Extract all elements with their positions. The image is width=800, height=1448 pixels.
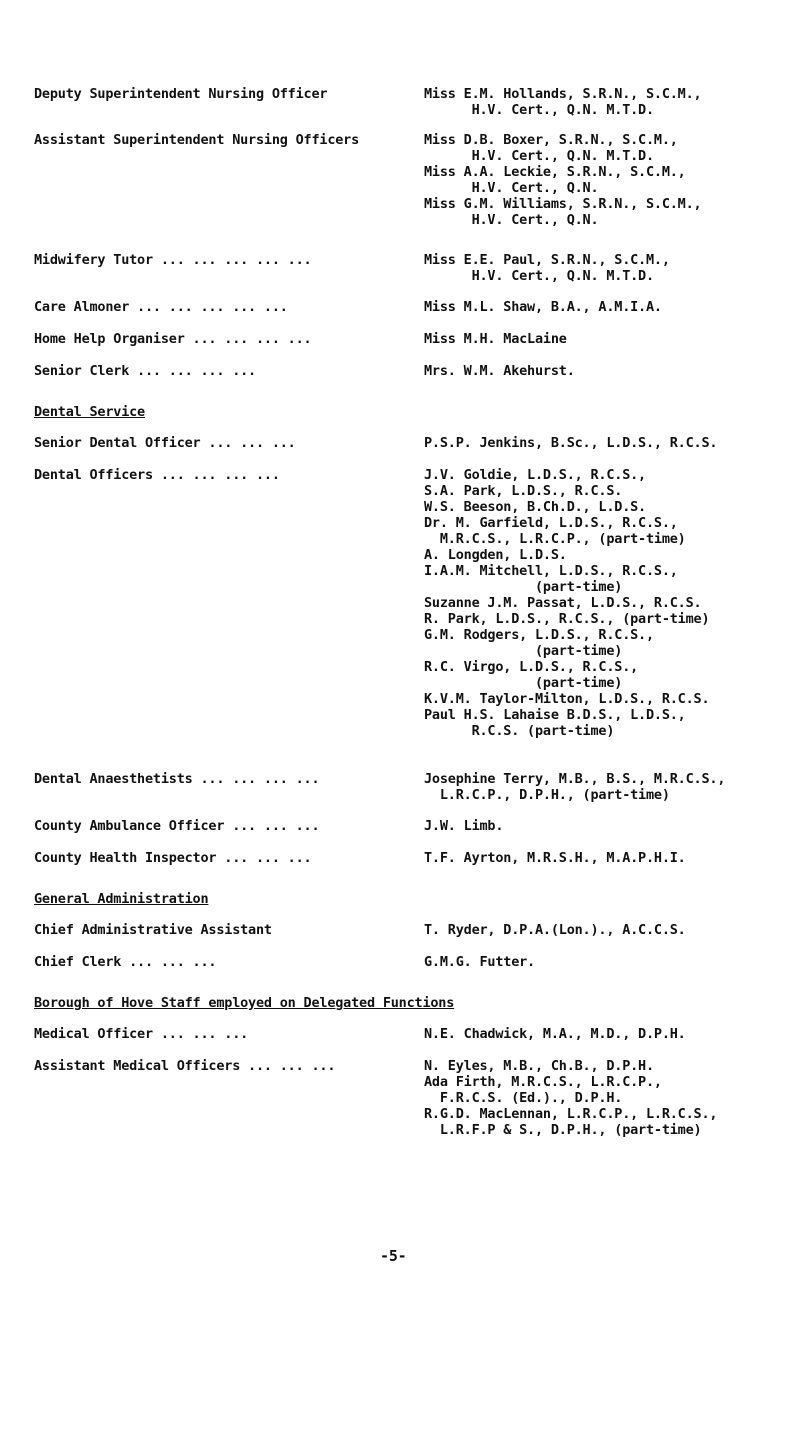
staff-name: P.S.P. Jenkins, B.Sc., L.D.S., R.C.S. <box>424 435 718 451</box>
staff-name: R.G.D. MacLennan, L.R.C.P., L.R.C.S., <box>424 1106 718 1122</box>
staff-name: R. Park, L.D.S., R.C.S., (part-time) <box>424 611 710 627</box>
staff-qualifications: R.C.S. (part-time) <box>424 723 615 739</box>
staff-name: Josephine Terry, M.B., B.S., M.R.C.S., <box>424 771 726 787</box>
staff-qualifications: H.V. Cert., Q.N. M.T.D. <box>424 102 654 118</box>
staff-name: Paul H.S. Lahaise B.D.S., L.D.S., <box>424 707 686 723</box>
staff-name: Miss E.M. Hollands, S.R.N., S.C.M., <box>424 86 702 102</box>
staff-name: N.E. Chadwick, M.A., M.D., D.P.H. <box>424 1026 686 1042</box>
staff-name: G.M.G. Futter. <box>424 954 535 970</box>
staff-qualifications: H.V. Cert., Q.N. <box>424 212 599 228</box>
role-senior-dental-officer: Senior Dental Officer ... ... ... <box>34 435 296 451</box>
section-heading-borough: Borough of Hove Staff employed on Delegated Functions <box>34 995 455 1011</box>
staff-qualifications: L.R.C.P., D.P.H., (part-time) <box>424 787 670 803</box>
staff-name: I.A.M. Mitchell, L.D.S., R.C.S., <box>424 563 678 579</box>
staff-name: J.W. Limb. <box>424 818 504 834</box>
staff-name: T. Ryder, D.P.A.(Lon.)., A.C.C.S. <box>424 922 686 938</box>
staff-name: R.C. Virgo, L.D.S., R.C.S., <box>424 659 639 675</box>
staff-name: Miss A.A. Leckie, S.R.N., S.C.M., <box>424 164 686 180</box>
staff-name: G.M. Rodgers, L.D.S., R.C.S., <box>424 627 654 643</box>
role-dental-anaesthetists: Dental Anaesthetists ... ... ... ... <box>34 771 320 787</box>
staff-qualifications: F.R.C.S. (Ed.)., D.P.H. <box>424 1090 623 1106</box>
staff-name: Suzanne J.M. Passat, L.D.S., R.C.S. <box>424 595 702 611</box>
staff-qualifications: H.V. Cert., Q.N. M.T.D. <box>424 148 654 164</box>
staff-qualifications: (part-time) <box>424 643 623 659</box>
staff-name: Miss D.B. Boxer, S.R.N., S.C.M., <box>424 132 678 148</box>
staff-name: S.A. Park, L.D.S., R.C.S. <box>424 483 623 499</box>
staff-qualifications: (part-time) <box>424 579 623 595</box>
role-midwifery-tutor: Midwifery Tutor ... ... ... ... ... <box>34 252 312 268</box>
section-heading-dental: Dental Service <box>34 404 145 420</box>
role-assistant-superintendents: Assistant Superintendent Nursing Officers <box>34 132 360 148</box>
staff-name: A. Longden, L.D.S. <box>424 547 567 563</box>
role-care-almoner: Care Almoner ... ... ... ... ... <box>34 299 288 315</box>
section-heading-admin: General Administration <box>34 891 209 907</box>
staff-name: Miss M.L. Shaw, B.A., A.M.I.A. <box>424 299 662 315</box>
role-county-ambulance-officer: County Ambulance Officer ... ... ... <box>34 818 320 834</box>
staff-qualifications: L.R.F.P & S., D.P.H., (part-time) <box>424 1122 702 1138</box>
staff-name: W.S. Beeson, B.Ch.D., L.D.S. <box>424 499 646 515</box>
staff-name: Miss E.E. Paul, S.R.N., S.C.M., <box>424 252 670 268</box>
role-dental-officers: Dental Officers ... ... ... ... <box>34 467 280 483</box>
staff-name: Ada Firth, M.R.C.S., L.R.C.P., <box>424 1074 662 1090</box>
staff-name: J.V. Goldie, L.D.S., R.C.S., <box>424 467 646 483</box>
role-senior-clerk: Senior Clerk ... ... ... ... <box>34 363 256 379</box>
role-medical-officer: Medical Officer ... ... ... <box>34 1026 249 1042</box>
staff-qualifications: H.V. Cert., Q.N. <box>424 180 599 196</box>
staff-qualifications: H.V. Cert., Q.N. M.T.D. <box>424 268 654 284</box>
role-chief-administrative-assistant: Chief Administrative Assistant <box>34 922 272 938</box>
staff-name: Mrs. W.M. Akehurst. <box>424 363 575 379</box>
page-number: -5- <box>380 1247 407 1265</box>
role-home-help-organiser: Home Help Organiser ... ... ... ... <box>34 331 312 347</box>
staff-name: Dr. M. Garfield, L.D.S., R.C.S., <box>424 515 678 531</box>
role-county-health-inspector: County Health Inspector ... ... ... <box>34 850 312 866</box>
staff-name: N. Eyles, M.B., Ch.B., D.P.H. <box>424 1058 654 1074</box>
staff-name: Miss G.M. Williams, S.R.N., S.C.M., <box>424 196 702 212</box>
staff-name: T.F. Ayrton, M.R.S.H., M.A.P.H.I. <box>424 850 686 866</box>
role-chief-clerk: Chief Clerk ... ... ... <box>34 954 217 970</box>
role-assistant-medical-officers: Assistant Medical Officers ... ... ... <box>34 1058 336 1074</box>
staff-qualifications: (part-time) <box>424 675 623 691</box>
staff-name: K.V.M. Taylor-Milton, L.D.S., R.C.S. <box>424 691 710 707</box>
staff-qualifications: M.R.C.S., L.R.C.P., (part-time) <box>424 531 686 547</box>
role-deputy-superintendent: Deputy Superintendent Nursing Officer <box>34 86 328 102</box>
staff-name: Miss M.H. MacLaine <box>424 331 567 347</box>
